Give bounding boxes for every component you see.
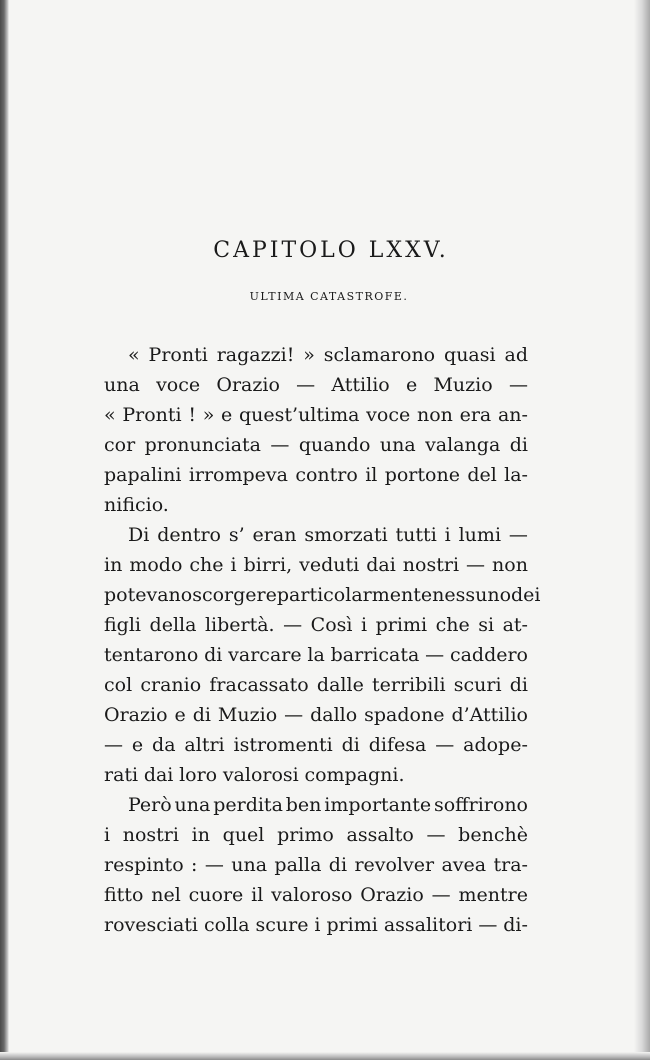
word: valorosi bbox=[222, 764, 299, 786]
text-line bbox=[104, 790, 528, 820]
word: da bbox=[152, 734, 176, 756]
word: compagni. bbox=[304, 764, 405, 786]
word: spadone bbox=[364, 704, 445, 726]
word: — bbox=[283, 614, 303, 636]
word: primi bbox=[375, 614, 428, 636]
word: la- bbox=[504, 464, 528, 486]
word: non bbox=[416, 404, 453, 426]
word: Di bbox=[128, 524, 150, 546]
word: cor bbox=[104, 434, 136, 456]
word: avea bbox=[441, 854, 487, 876]
word: dai bbox=[366, 554, 396, 576]
word: una bbox=[104, 374, 140, 396]
word: — bbox=[431, 884, 451, 906]
word: contro bbox=[295, 464, 358, 486]
word: quest’ultima bbox=[239, 404, 360, 426]
word: Attilio bbox=[331, 374, 390, 396]
word: lumi bbox=[458, 524, 502, 546]
word: voce bbox=[156, 374, 201, 396]
word: col bbox=[104, 674, 133, 696]
word: i bbox=[314, 914, 321, 936]
word: in bbox=[191, 824, 210, 846]
word: — bbox=[508, 374, 528, 396]
word: Orazio bbox=[104, 704, 168, 726]
text-line bbox=[104, 370, 528, 400]
word: Muzio bbox=[217, 704, 278, 726]
word: « bbox=[128, 344, 140, 366]
text-line bbox=[104, 550, 528, 580]
word: fitto bbox=[104, 884, 144, 906]
word: nessuno bbox=[432, 584, 512, 606]
word: cuore bbox=[188, 884, 244, 906]
word: in bbox=[104, 554, 123, 576]
word: ! bbox=[188, 404, 196, 426]
chapter-title: CAPITOLO LXXV. bbox=[213, 238, 449, 263]
text-line bbox=[104, 430, 528, 460]
word: mentre bbox=[458, 884, 528, 906]
word: : bbox=[191, 854, 198, 876]
word: cranio bbox=[140, 674, 202, 696]
word: sclamarono bbox=[323, 344, 436, 366]
word: il bbox=[365, 464, 378, 486]
word: Muzio bbox=[433, 374, 493, 396]
word: i bbox=[444, 524, 451, 546]
word: di bbox=[328, 854, 348, 876]
word: non bbox=[492, 554, 528, 576]
text-line bbox=[104, 850, 528, 880]
word: nostri bbox=[122, 824, 179, 846]
word: — bbox=[296, 374, 316, 396]
word: — bbox=[478, 914, 498, 936]
word: veduti bbox=[299, 554, 360, 576]
word: della bbox=[149, 614, 197, 636]
word: barricata bbox=[330, 644, 420, 666]
word: — bbox=[466, 554, 486, 576]
word: Orazio bbox=[216, 374, 280, 396]
text-line bbox=[104, 400, 528, 430]
word: d’Attilio bbox=[451, 704, 528, 726]
word: dei bbox=[511, 584, 541, 606]
word: particolarmente bbox=[276, 584, 433, 606]
word: assalto bbox=[346, 824, 414, 846]
word: dalle bbox=[316, 674, 364, 696]
word: » bbox=[303, 344, 315, 366]
word: e bbox=[405, 374, 418, 396]
word: e bbox=[131, 734, 144, 756]
word: dentro bbox=[157, 524, 221, 546]
word: — bbox=[508, 524, 528, 546]
word: Pronti bbox=[122, 404, 182, 426]
word: si bbox=[478, 614, 495, 636]
word: nostri bbox=[402, 554, 460, 576]
word: eran bbox=[252, 524, 297, 546]
word: Così bbox=[310, 614, 353, 636]
word: valanga bbox=[425, 434, 501, 456]
word: — bbox=[104, 734, 123, 756]
word: scure bbox=[255, 914, 309, 936]
word: i bbox=[104, 824, 111, 846]
word: i bbox=[361, 614, 368, 636]
word: libertà. bbox=[204, 614, 275, 636]
word: di bbox=[204, 644, 223, 666]
word: la bbox=[307, 644, 325, 666]
word: di- bbox=[503, 914, 528, 936]
word: » bbox=[202, 404, 215, 426]
word: rati bbox=[104, 764, 139, 786]
word: una bbox=[379, 434, 416, 456]
chapter-subtitle: ULTIMA CATASTROFE. bbox=[249, 290, 409, 303]
word: terribili bbox=[372, 674, 446, 696]
text-line bbox=[104, 700, 528, 730]
text-line bbox=[104, 340, 528, 370]
body-text bbox=[104, 340, 541, 940]
word: papalini bbox=[104, 464, 182, 486]
word: primi bbox=[326, 914, 378, 936]
word: e bbox=[221, 404, 233, 426]
word: Orazio bbox=[360, 884, 424, 906]
word: che bbox=[189, 554, 224, 576]
word: difesa bbox=[368, 734, 427, 756]
word: i bbox=[230, 554, 237, 576]
word: ragazzi! bbox=[216, 344, 295, 366]
word: di bbox=[192, 704, 211, 726]
word: del bbox=[467, 464, 497, 486]
text-line bbox=[104, 520, 528, 550]
word: Pronti bbox=[148, 344, 208, 366]
word: — bbox=[425, 644, 445, 666]
word: — bbox=[435, 734, 455, 756]
text-line bbox=[104, 460, 528, 490]
word: una bbox=[231, 854, 268, 876]
word: caddero bbox=[449, 644, 528, 666]
text-line bbox=[104, 730, 528, 760]
word: quando bbox=[298, 434, 371, 456]
text-line bbox=[104, 670, 528, 700]
word: altri bbox=[184, 734, 225, 756]
text-line bbox=[104, 580, 541, 610]
page-right-edge bbox=[634, 0, 650, 1060]
word: scuri bbox=[453, 674, 502, 696]
word: rovesciati bbox=[104, 914, 199, 936]
word: dai bbox=[143, 764, 174, 786]
word: loro bbox=[179, 764, 218, 786]
word: quasi bbox=[444, 344, 496, 366]
word: nificio. bbox=[104, 494, 169, 516]
page-bottom-edge bbox=[0, 1052, 650, 1060]
text-line bbox=[104, 490, 528, 520]
word: valoroso bbox=[271, 884, 353, 906]
word: che bbox=[435, 614, 470, 636]
word: fracassato bbox=[209, 674, 309, 696]
text-line bbox=[104, 640, 528, 670]
word: quel bbox=[222, 824, 265, 846]
word: adope- bbox=[463, 734, 528, 756]
word: « bbox=[104, 404, 116, 426]
word: birri, bbox=[243, 554, 293, 576]
word: assalitori bbox=[383, 914, 473, 936]
word: soffrirono bbox=[433, 794, 528, 816]
word: s’ bbox=[228, 524, 245, 546]
word: e bbox=[174, 704, 186, 726]
word: — bbox=[270, 434, 290, 456]
word: — bbox=[284, 704, 304, 726]
word: potevano bbox=[104, 584, 193, 606]
word: — bbox=[204, 854, 224, 876]
word: irrompeva bbox=[188, 464, 288, 486]
word: smorzati bbox=[304, 524, 388, 546]
word: dallo bbox=[310, 704, 358, 726]
word: varcare bbox=[228, 644, 302, 666]
word: di bbox=[341, 734, 360, 756]
page-left-edge bbox=[0, 0, 9, 1060]
word: di bbox=[509, 674, 528, 696]
word: revolver bbox=[354, 854, 435, 876]
word: nel bbox=[151, 884, 181, 906]
text-line bbox=[104, 610, 528, 640]
word: pronunciata bbox=[144, 434, 261, 456]
word: tutti bbox=[395, 524, 437, 546]
word: perdita bbox=[213, 794, 283, 816]
word: Però bbox=[128, 794, 172, 816]
word: di bbox=[509, 434, 528, 456]
text-line bbox=[104, 910, 528, 940]
word: voce bbox=[366, 404, 411, 426]
word: una bbox=[174, 794, 211, 816]
word: colla bbox=[203, 914, 250, 936]
word: at- bbox=[502, 614, 528, 636]
text-line bbox=[104, 820, 528, 850]
word: tentarono bbox=[104, 644, 199, 666]
word: modo bbox=[129, 554, 183, 576]
word: scorgere bbox=[192, 584, 277, 606]
word: istromenti bbox=[233, 734, 333, 756]
word: — bbox=[426, 824, 446, 846]
word: primo bbox=[277, 824, 334, 846]
word: ben bbox=[285, 794, 322, 816]
text-line bbox=[104, 880, 528, 910]
word: figli bbox=[104, 614, 141, 636]
word: portone bbox=[384, 464, 460, 486]
word: benchè bbox=[458, 824, 528, 846]
word: importante bbox=[324, 794, 432, 816]
word: era bbox=[459, 404, 492, 426]
word: an- bbox=[497, 404, 528, 426]
word: ad bbox=[504, 344, 528, 366]
word: respinto bbox=[104, 854, 184, 876]
word: palla bbox=[274, 854, 322, 876]
word: il bbox=[251, 884, 264, 906]
word: tra- bbox=[493, 854, 528, 876]
text-line bbox=[104, 760, 528, 790]
